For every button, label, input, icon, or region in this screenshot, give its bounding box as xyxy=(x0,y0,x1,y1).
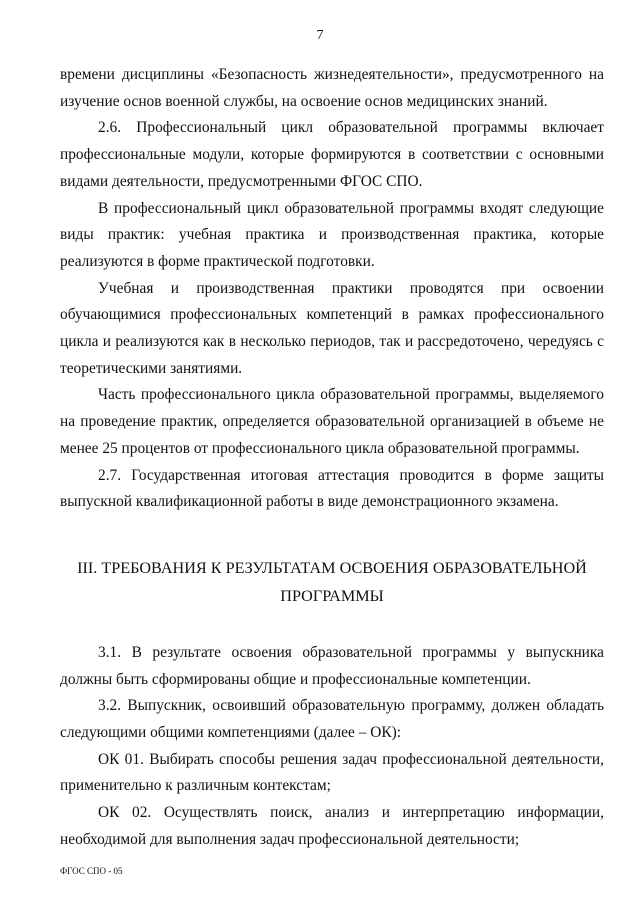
paragraph: 3.2. Выпускник, освоивший образовательную программу, должен обладать следующими общими компетенциями (далее – ОК): xyxy=(60,697,604,742)
paragraph: 3.1. В результате освоения образовательной программы у выпускника должны быть сформированы общие и профессиональные компетенции. xyxy=(60,643,604,688)
page-number: 7 xyxy=(316,28,324,43)
paragraph: времени дисциплины «Безопасность жизнедеятельности», предусмотренного на изучение основ военной службы, на освоение основ медицинских знаний. xyxy=(60,66,604,110)
paragraph: В профессиональный цикл образовательной программы входят следующие виды практик: учебная практика и производственная практика, которые реализуются в форме практической подготовки. xyxy=(60,199,604,270)
paragraph: 2.7. Государственная итоговая аттестация проводится в форме защиты выпускной квалификационной работы в виде демонстрационного экзамена. xyxy=(60,466,604,511)
paragraph: Часть профессионального цикла образовательной программы, выделяемого на проведение практик, определяется образовательной организацией в объеме не менее 25 процентов от профессионального цикла образовательной программы. xyxy=(60,386,604,457)
paragraph: ОК 02. Осуществлять поиск, анализ и интерпретацию информации, необходимой для выполнения задач профессиональной деятельности; xyxy=(60,804,604,848)
footer-label: ФГОС СПО - 05 xyxy=(60,866,123,876)
top-paragraphs xyxy=(60,62,604,516)
paragraph: Учебная и производственная практики проводятся при освоении обучающимися профессиональных компетенций в рамках профессионального цикла и реализуются как в несколько периодов, так и рассредоточено, чередуясь с теоретическими занятиями. xyxy=(60,279,604,377)
paragraph: 2.6. Профессиональный цикл образовательной программы включает профессиональные модули, которые формируются в соответствии с основными видами деятельности, предусмотренными ФГОС СПО. xyxy=(60,119,604,190)
section-heading: III. ТРЕБОВАНИЯ К РЕЗУЛЬТАТАМ ОСВОЕНИЯ ОБРАЗОВАТЕЛЬНОЙ ПРОГРАММЫ xyxy=(77,558,587,605)
paragraph: ОК 01. Выбирать способы решения задач профессиональной деятельности, применительно к различным контекстам; xyxy=(60,750,604,795)
document-body xyxy=(60,62,604,854)
bottom-paragraphs xyxy=(60,640,604,854)
